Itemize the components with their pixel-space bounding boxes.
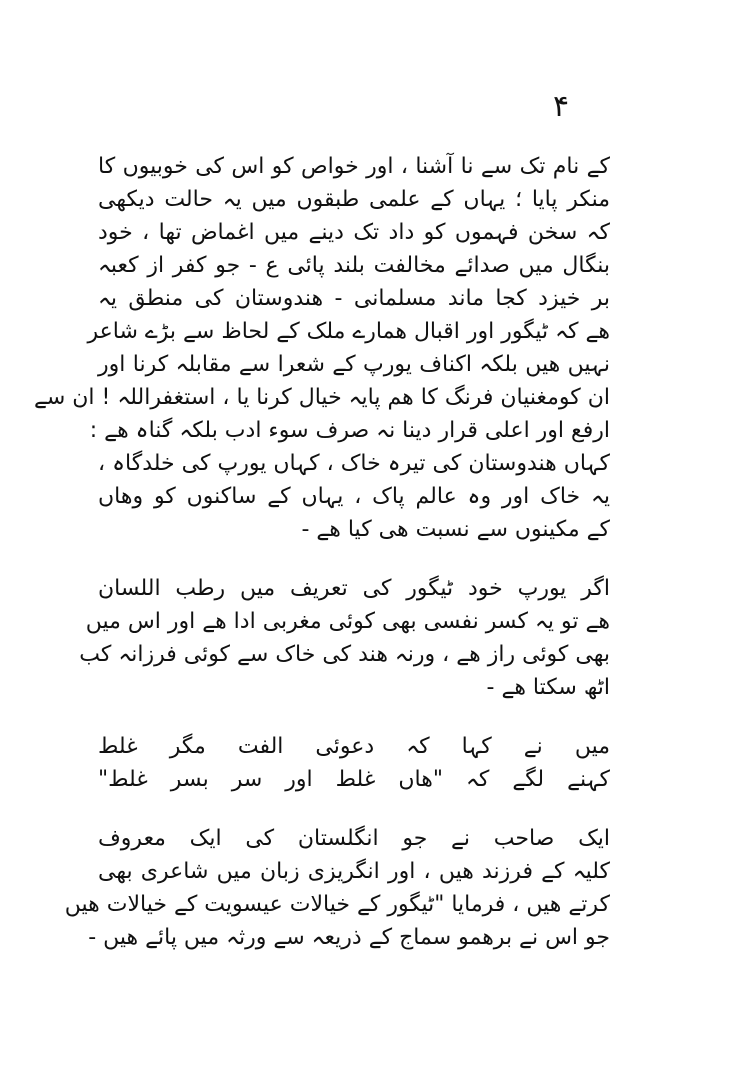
verse-line: میں نے کہا کہ دعوئی الفت مگر غلط <box>98 734 610 759</box>
page-number: ۴ <box>553 89 570 124</box>
text-line: کہ سخن فہموں کو داد تک دینے میں اغماض تھا ، خود <box>98 220 610 245</box>
text-line: کلیہ کے فرزند ھیں ، اور انگریزی زبان میں شاعری بھی <box>98 859 610 884</box>
text-line: منکر پایا ؛ یہاں کے علمی طبقوں میں یہ حالت دیکھی <box>98 187 610 212</box>
text-line: اگر یورپ خود ٹیگور کی تعریف میں رطب اللسان <box>98 576 610 601</box>
verse-couplet <box>98 730 610 796</box>
paragraph-2 <box>79 572 610 704</box>
page-body <box>33 150 610 954</box>
text-line: بھی کوئی راز ھے ، ورنہ ھند کی خاک سے کوئی فرزانہ کب <box>79 642 610 667</box>
verse-line: کہنے لگے کہ "ھاں غلط اور سر بسر غلط" <box>98 767 610 792</box>
text-line: ارفع اور اعلی قرار دینا نہ صرف سوء ادب بلکہ گناہ ھے : <box>89 418 610 443</box>
paragraph-3 <box>64 822 610 954</box>
paragraph-1 <box>33 150 610 546</box>
text-line: کرتے ھیں ، فرمایا "ٹیگور کے خیالات عیسویت کے خیالات ھیں <box>64 892 610 917</box>
text-line: ھے تو یہ کسر نفسی بھی کوئی مغربی ادا ھے اور اس میں <box>85 609 610 634</box>
text-line: نہیں ھیں بلکہ اکناف یورپ کے شعرا سے مقابلہ کرنا اور <box>98 352 610 377</box>
text-line: بنگال میں صدائے مخالفت بلند پائی ع - جو کفر از کعبہ <box>98 253 610 278</box>
text-line: ھے کہ ٹیگور اور اقبال ھمارے ملک کے لحاظ سے بڑے شاعر <box>87 319 610 344</box>
text-line: بر خیزد کجا ماند مسلمانی - ھندوستان کی منطق یہ <box>98 286 610 311</box>
text-line: کے نام تک سے نا آشنا ، اور خواص کو اس کی خوبیوں کا <box>98 154 610 179</box>
text-line: جو اس نے برھمو سماج کے ذریعہ سے ورثہ میں پائے ھیں - <box>88 925 610 950</box>
text-line: کہاں ھندوستان کی تیرہ خاک ، کہاں یورپ کی خلدگاہ ، <box>98 451 610 476</box>
text-line: اٹھ سکتا ھے - <box>486 675 610 700</box>
text-line: یہ خاک اور وہ عالم پاک ، یہاں کے ساکنوں کو وھاں <box>98 484 610 509</box>
text-line: کے مکینوں سے نسبت ھی کیا ھے - <box>301 517 610 542</box>
text-line: ان کومغنیان فرنگ کا ھم پایہ خیال کرنا یا ، استغفراللہ ! ان سے <box>33 385 610 410</box>
text-line: ایک صاحب نے جو انگلستان کی ایک معروف <box>98 826 610 851</box>
